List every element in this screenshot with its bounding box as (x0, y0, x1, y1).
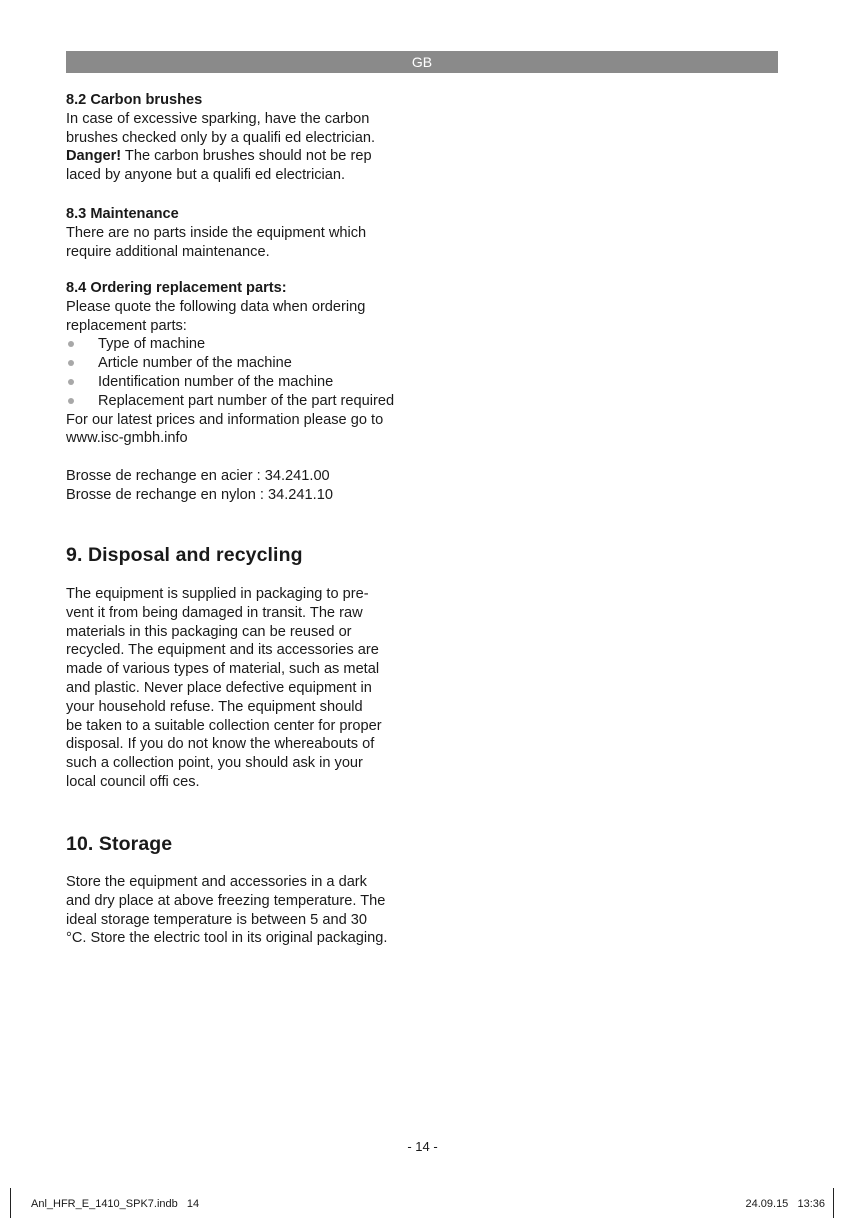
text-line: brushes checked only by a qualifi ed electrician. (66, 129, 376, 146)
text-line: For our latest prices and information please go to (66, 411, 384, 428)
bullet-icon (68, 360, 74, 366)
text-line: your household refuse. The equipment should (66, 698, 363, 715)
carbon-brushes-heading: 8.2 Carbon brushes (66, 92, 203, 108)
text-line: ideal storage temperature is between 5 and 30 (66, 911, 367, 928)
list-item-text: Replacement part number of the part required (98, 392, 395, 409)
section-ordering-parts (66, 279, 446, 505)
text-line: made of various types of material, such as metal (66, 661, 380, 678)
list-item-text: Article number of the machine (98, 355, 292, 372)
language-code: GB (411, 54, 433, 70)
text-line: and dry place at above freezing temperature. The (66, 892, 386, 909)
text-line: such a collection point, you should ask in your (66, 755, 363, 772)
text-line: vent it from being damaged in transit. The raw (66, 604, 363, 621)
text-line: require additional maintenance. (66, 243, 270, 260)
section-maintenance (66, 205, 426, 261)
footer-file-info: Anl_HFR_E_1410_SPK7.indb 14 (31, 1198, 200, 1210)
text-line: and plastic. Never place defective equipment in (66, 679, 372, 696)
bullet-icon (68, 398, 74, 404)
section-storage (66, 873, 436, 948)
text-line: be taken to a suitable collection center for proper (66, 717, 382, 734)
danger-line (66, 147, 426, 166)
bullet-icon (68, 341, 74, 347)
spacer (66, 448, 446, 467)
storage-heading: 10. Storage (66, 833, 173, 855)
list-item-text: Identification number of the machine (98, 373, 334, 390)
spare-part-nylon: Brosse de rechange en nylon : 34.241.10 (66, 486, 333, 503)
required-data-list (66, 335, 446, 410)
list-item (66, 335, 446, 354)
text-line: local council offi ces. (66, 773, 200, 790)
section-disposal (66, 585, 436, 792)
text-line: The equipment is supplied in packaging to pre- (66, 586, 369, 602)
text-line: °C. Store the electric tool in its original packaging. (66, 930, 388, 947)
website-link[interactable]: www.isc-gmbh.info (66, 430, 188, 447)
footer-date-time: 24.09.15 13:36 (745, 1198, 825, 1210)
text-line: Store the equipment and accessories in a dark (66, 874, 367, 890)
text-line: disposal. If you do not know the whereabouts of (66, 736, 375, 753)
list-item (66, 373, 446, 392)
disposal-heading: 9. Disposal and recycling (66, 544, 303, 566)
section-carbon-brushes (66, 91, 426, 185)
language-header-bar (66, 51, 778, 73)
text-line: recycled. The equipment and its accessories are (66, 642, 379, 659)
crop-mark-right (833, 1188, 834, 1218)
list-item (66, 354, 446, 373)
page-number: - 14 - (407, 1139, 438, 1154)
ordering-heading: 8.4 Ordering replacement parts: (66, 280, 287, 296)
bullet-icon (68, 379, 74, 385)
text-line: There are no parts inside the equipment which (66, 224, 367, 241)
text-line: In case of excessive sparking, have the carbon (66, 110, 370, 127)
crop-mark-left (10, 1188, 11, 1218)
text-line: replacement parts: (66, 317, 187, 334)
spare-part-steel: Brosse de rechange en acier : 34.241.00 (66, 467, 330, 484)
maintenance-heading: 8.3 Maintenance (66, 206, 179, 222)
danger-label: Danger! (66, 148, 122, 165)
danger-text: The carbon brushes should not be rep (121, 148, 372, 165)
text-line: materials in this packaging can be reused or (66, 623, 352, 640)
list-item-text: Type of machine (98, 336, 206, 353)
text-line: laced by anyone but a qualifi ed electrician. (66, 167, 346, 184)
text-line: Please quote the following data when ordering (66, 298, 366, 315)
list-item (66, 392, 446, 411)
